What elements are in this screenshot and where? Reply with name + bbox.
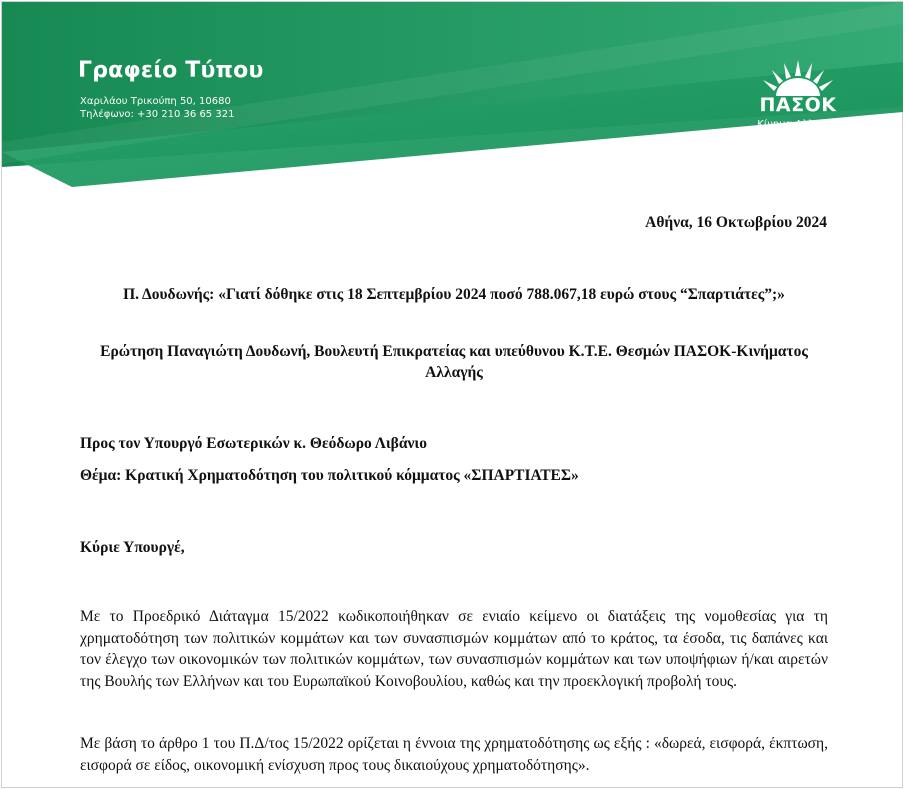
logo-tagline: Κίνημα Αλλαγής: [757, 119, 839, 130]
press-office-title: Γραφείο Τύπου: [78, 58, 264, 83]
pasok-logo: [744, 58, 852, 138]
logo-wordmark: ΠΑΣΟΚ: [759, 94, 837, 116]
document-subheadline: Ερώτηση Παναγιώτη Δουδωνή, Βουλευτή Επικρατείας και υπεύθυνου Κ.Τ.Ε. Θεσμών ΠΑΣΟΚ-Κινήματος Αλλαγής: [100, 343, 808, 381]
document-headline: Π. Δουδωνής: «Γιατί δόθηκε στις 18 Σεπτεμβρίου 2024 ποσό 788.067,18 ευρώ στους “Σπαρτιάτες”;»: [123, 286, 785, 303]
press-office-address: Χαριλάου Τρικούπη 50, 10680: [80, 96, 231, 107]
body-paragraph: Με το Προεδρικό Διάταγμα 15/2022 κωδικοποιήθηκαν σε ενιαίο κείμενο οι διατάξεις της νομοθεσίας για τη χρηματοδότηση των πολιτικών κομμάτων και των συνασπισμών κομμάτων από το κράτος, τα έσοδα, τις δαπάνες και τον έλεγχο των οικονομικών των πολιτικών κομμάτων, των συνασπισμών κομμάτων και των υποψήφιων ή/και αιρετών της Βουλής των Ελλήνων και του Ευρωπαϊκού Κοινοβουλίου, καθώς και την προεκλογική προβολή τους.: [80, 608, 828, 690]
press-office-phone: Τηλέφωνο: +30 210 36 65 321: [80, 109, 235, 120]
subject-line: Θέμα: Κρατική Χρηματοδότηση του πολιτικού κόμματος «ΣΠΑΡΤΙΑΤΕΣ»: [80, 467, 579, 484]
salutation: Κύριε Υπουργέ,: [80, 539, 185, 556]
body-paragraph: Με βάση το άρθρο 1 του Π.Δ/τος 15/2022 ορίζεται η έννοια της χρηματοδότησης ως εξής : «δωρεά, εισφορά, έκπτωση, εισφορά σε είδος, οικονομική ενίσχυση προς τους δικαιούχους χρηματοδότησης».: [80, 735, 828, 774]
recipient-line: Προς τον Υπουργό Εσωτερικών κ. Θεόδωρο Λιβάνιο: [80, 435, 427, 452]
document-date: Αθήνα, 16 Οκτωβρίου 2024: [645, 214, 827, 231]
rising-sun-icon: [754, 58, 842, 98]
